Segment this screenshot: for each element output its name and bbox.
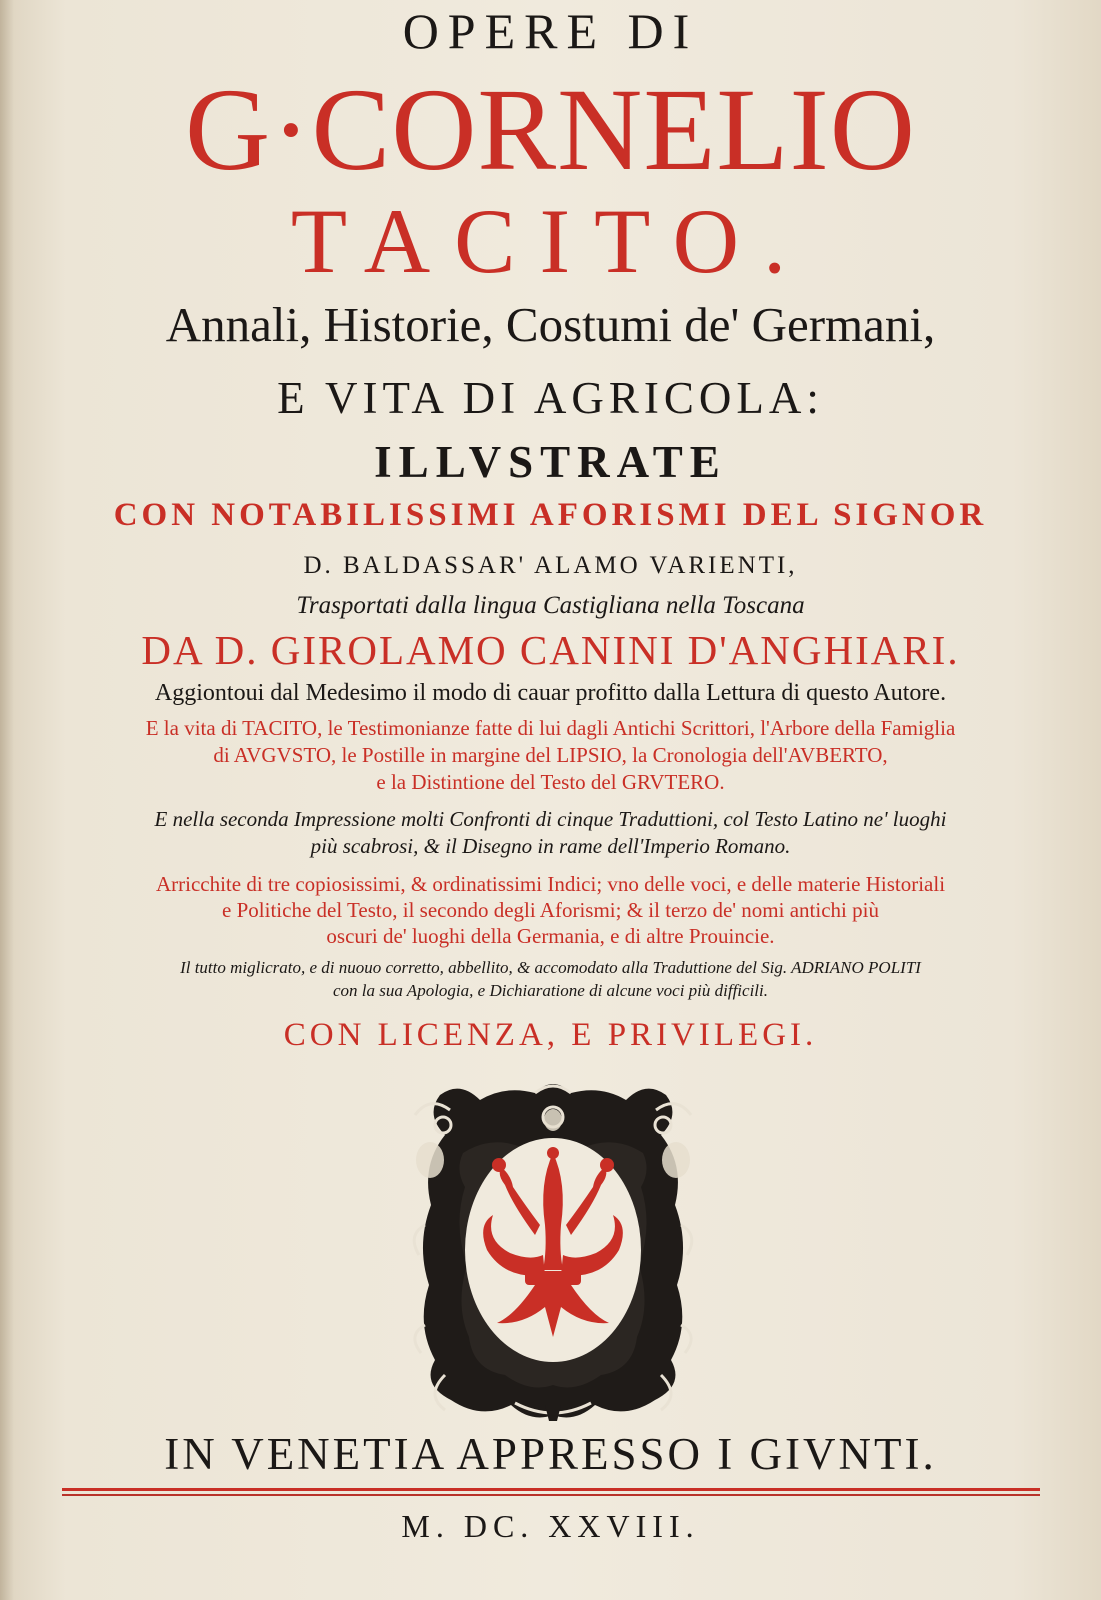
line-annali: Annali, Historie, Costumi de' Germani, bbox=[165, 297, 936, 352]
line-aggiontoui: Aggiontoui dal Medesimo il modo di cauar profitto dalla Lettura di questo Autore. bbox=[154, 680, 947, 706]
line-con-notabilissimi: CON NOTABILISSIMI AFORISMI DEL SIGNOR bbox=[113, 497, 988, 533]
line-tacito: TACITO. bbox=[290, 190, 811, 292]
line-tutto-1: Il tutto miglicrato, e di nuouo corretto, abbellito, & accomodato alla Traduttione del Sig. ADRIANO POLITI bbox=[180, 958, 921, 977]
line-seconda-1: E nella seconda Impressione molti Confronti di cinque Traduttioni, col Testo Latino ne' luoghi bbox=[154, 807, 947, 831]
line-date: M. DC. XXVIII. bbox=[401, 1508, 700, 1544]
line-trasportati: Trasportati dalla lingua Castigliana nella Toscana bbox=[296, 592, 805, 619]
line-seconda-2: più scabrosi, & il Disegno in rame dell'Imperio Romano. bbox=[310, 834, 791, 858]
line-cornelio: G·CORNELIO bbox=[184, 64, 917, 195]
line-baldassar: D. BALDASSAR' ALAMO VARIENTI, bbox=[303, 552, 798, 579]
red-rule bbox=[62, 1488, 1040, 1491]
red-rule-secondary bbox=[62, 1494, 1040, 1496]
line-licenza: CON LICENZA, E PRIVILEGI. bbox=[283, 1017, 818, 1053]
line-vita-3: e la Distintione del Testo del GRVTERO. bbox=[376, 770, 725, 794]
line-canini: DA D. GIROLAMO CANINI D'ANGHIARI. bbox=[141, 627, 960, 673]
fleur-de-lis-printer-device-icon bbox=[385, 1075, 721, 1425]
line-illustrate: ILLVSTRATE bbox=[374, 437, 727, 487]
line-vita-agricola: E VITA DI AGRICOLA: bbox=[277, 373, 824, 423]
line-tutto-2: con la sua Apologia, e Dichiaratione di alcune voci più difficili. bbox=[332, 981, 768, 1000]
line-vita-1: E la vita di TACITO, le Testimonianze fatte di lui dagli Antichi Scrittori, l'Arbore della Famiglia bbox=[145, 716, 956, 740]
line-opere: OPERE DI bbox=[402, 3, 699, 59]
line-arricchite-1: Arricchite di tre copiosissimi, & ordinatissimi Indici; vno delle voci, e delle materie Historiali bbox=[155, 872, 946, 896]
line-arricchite-2: e Politiche del Testo, il secondo degli Aforismi; & il terzo de' nomi antichi più bbox=[222, 898, 879, 922]
line-vita-2: di AVGVSTO, le Postille in margine del LIPSIO, la Cronologia dell'AVBERTO, bbox=[213, 743, 888, 767]
line-venetia: IN VENETIA APPRESSO I GIVNTI. bbox=[164, 1429, 937, 1479]
line-arricchite-3: oscuri de' luoghi della Germania, e di altre Prouincie. bbox=[326, 924, 775, 948]
